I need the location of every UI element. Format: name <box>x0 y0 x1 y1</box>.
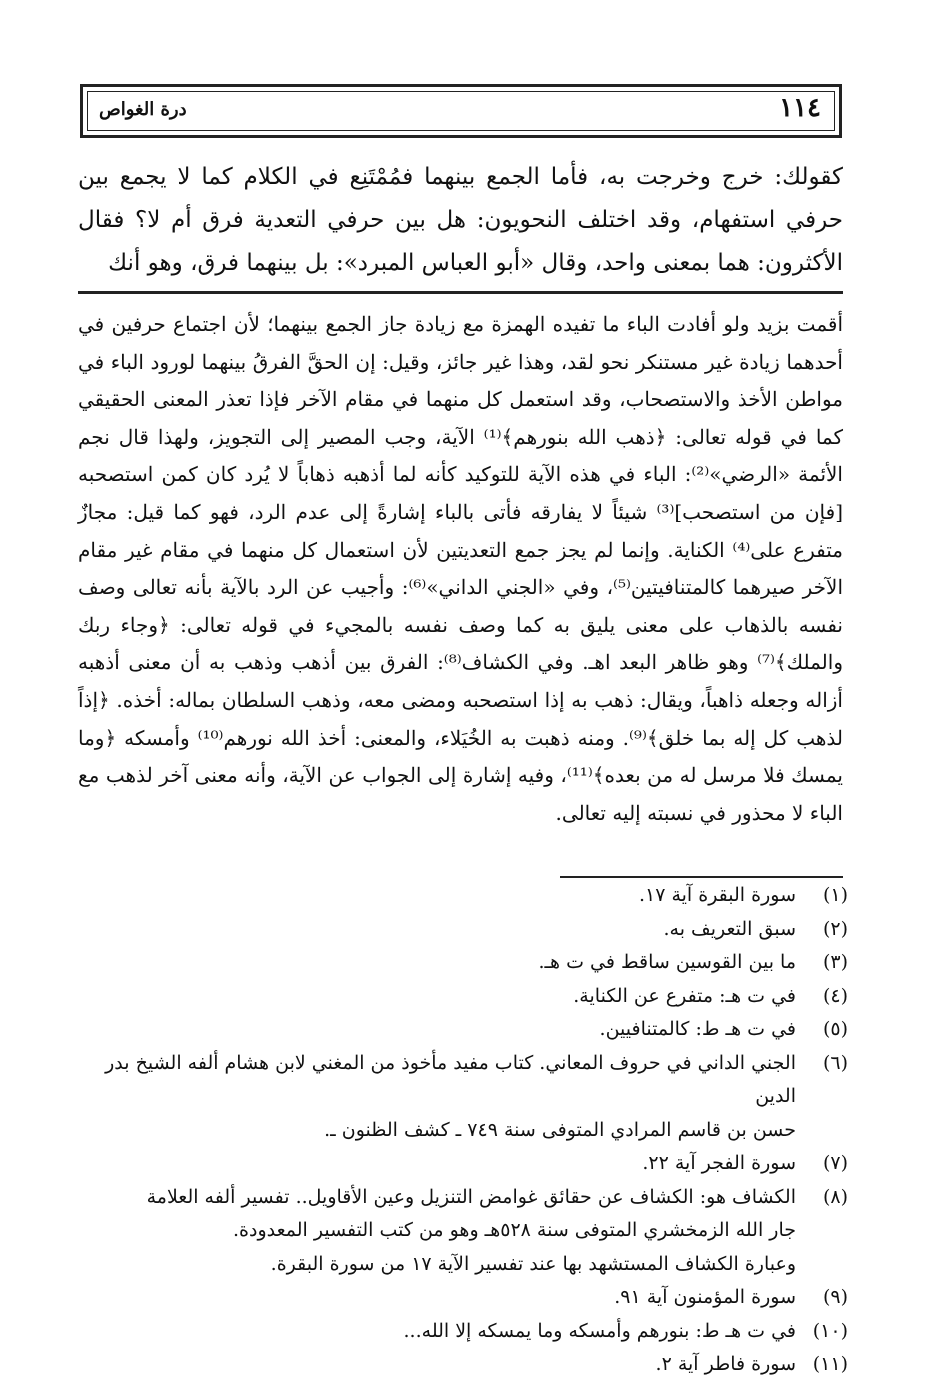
footnote-text <box>78 1047 796 1148</box>
footnote-item <box>78 879 848 913</box>
footnote-item <box>78 1181 848 1282</box>
footnote-number: (٥) <box>822 1018 848 1040</box>
footnote-line: سورة فاطر آية ٢. <box>655 1353 796 1375</box>
footnote-line: سبق التعريف به. <box>663 917 796 940</box>
footnote-number: (١٠) <box>812 1319 848 1342</box>
footnote-line: حسن بن قاسم المرادي المتوفى سنة ٧٤٩ ـ كشف الظنون ـ. <box>324 1118 796 1141</box>
footnote-line: سورة المؤمنون آية ٩١. <box>614 1286 796 1308</box>
header-inner-frame <box>87 91 835 131</box>
commentary-paragraph: أقمت بزيد ولو أفادت الباء ما تفيده الهمزة مع زيادة جاز الجمع بينهما؛ لأن اجتماع حرفين في أحدهما زيادة غير مستنكر نحو لقد، وهذا غير جائز، وقيل: إن الحقَّ الفرقُ بينهما لورود الباء في مواطن الأخذ والاستصحاب، وقد استعمل كل منهما في مقام الآخر فإذا تعذر المعنى الحقيقي كما في قوله تعالى: ﴿ذهب الله بنورهم﴾⁽¹⁾ الآية، وجب المصير إلى التجويز، ولهذا قال نجم الأئمة «الرضي»⁽²⁾: الباء في هذه الآية للتوكيد كأنه لما أذهبه ذهاباً لا يُرد كان كمن استصحبه [فإن من استصحب]⁽³⁾ شيئاً لا يفارقه فأتى بالباء إشارةً إلى عدم الرد، فهو كما قيل: مجازٌ متفرع على⁽⁴⁾ الكناية. وإنما لم يجز جمع التعديتين لأن استعمال كل منهما في مقام غير مقام الآخر صيرهما كالمتنافيتين⁽⁵⁾، وفي «الجني الداني»⁽⁶⁾: وأجيب عن الرد بالآية بأنه تعالى وصف نفسه بالذهاب على معنى يليق به كما وصف نفسه بالمجيء في قوله تعالى: ﴿وجاء ربك والملك﴾⁽⁷⁾ وهو ظاهر البعد اهـ. وفي الكشاف⁽⁸⁾: الفرق بين أذهب وذهب به أن معنى أذهبه أزاله وجعله ذاهباً، ويقال: ذهب به إذا استصحبه ومضى معه، وذهب السلطان بماله: أخذه. ﴿إذاً لذهب كل إله بما خلق﴾⁽⁹⁾. ومنه ذهبت به الخُيَلاء، والمعنى: أخذ الله نورهم⁽¹⁰⁾ وأمسكه ﴿وما يمسك فلا مرسل له من بعده﴾⁽¹¹⁾، وفيه إشارة إلى الجواب عن الآية، وأنه معنى آخر لذهب مع الباء لا محذور في نسبته إليه تعالى. <box>78 312 843 825</box>
footnote-text <box>78 1348 796 1382</box>
footnote-line: في ت هـ: متفرع عن الكناية. <box>573 984 796 1007</box>
footnote-number: (٩) <box>822 1286 848 1308</box>
footnote-item <box>78 1281 848 1315</box>
footnote-line: الجني الداني في حروف المعاني. كتاب مفيد مأخوذ من المغني لابن هشام ألفه الشيخ بدر الدين <box>105 1051 796 1107</box>
text-separator-rule <box>78 291 843 294</box>
footnote-number: (٧) <box>822 1152 848 1174</box>
footnote-text <box>78 1147 796 1181</box>
footnote-line: وعبارة الكشاف المستشهد بها عند تفسير الآية ١٧ من سورة البقرة. <box>270 1252 796 1275</box>
footnote-text <box>78 913 796 947</box>
footnote-item <box>78 1013 848 1047</box>
footnote-number: (٨) <box>822 1185 848 1208</box>
footnote-text <box>78 879 796 913</box>
main-text <box>78 156 843 285</box>
footnote-text <box>78 1013 796 1047</box>
footnote-text <box>78 946 796 980</box>
footnote-number: (٢) <box>822 917 848 940</box>
footnotes <box>78 879 848 1382</box>
footnote-item <box>78 913 848 947</box>
footnote-text <box>78 980 796 1014</box>
footnote-item <box>78 1315 848 1349</box>
footnote-line: سورة الفجر آية ٢٢. <box>642 1152 796 1174</box>
footnote-item <box>78 946 848 980</box>
footnote-text <box>78 1181 796 1282</box>
footnote-line: سورة البقرة آية ١٧. <box>638 884 796 906</box>
footnote-line: في ت هـ ط: بنورهم وأمسكه وما يمسكه إلا الله... <box>403 1319 796 1342</box>
footnote-item <box>78 1348 848 1382</box>
footnote-line: الكشاف هو: الكشاف عن حقائق غوامض التنزيل وعين الأقاويل.. تفسير ألفه العلامة <box>146 1185 796 1208</box>
footnote-number: (١) <box>822 884 848 906</box>
footnote-separator-rule <box>560 876 843 878</box>
footnote-number: (١١) <box>812 1353 848 1375</box>
footnote-text <box>78 1281 796 1315</box>
page-number: ١١٤ <box>779 93 821 123</box>
running-title: درة الغواص <box>99 99 187 120</box>
footnote-text <box>78 1315 796 1349</box>
footnote-number: (٤) <box>822 984 848 1007</box>
footnote-number: (٣) <box>822 951 848 973</box>
page-header <box>80 84 842 138</box>
footnote-line: ما بين القوسين ساقط في ت هـ. <box>538 951 796 973</box>
footnote-number: (٦) <box>822 1051 848 1074</box>
footnote-item <box>78 1147 848 1181</box>
footnote-item <box>78 1047 848 1148</box>
main-paragraph: كقولك: خرج وخرجت به، فأما الجمع بينهما فمُمْتَنِع في الكلام كما لا يجمع بين حرفي استفهام، وقد اختلف النحويون: هل بين حرفي التعدية فرق أم لا؟ فقال الأكثرون: هما بمعنى واحد، وقال «أبو العباس المبرد»: بل بينهما فرق، وهو أنك <box>78 164 843 276</box>
commentary-text <box>78 306 843 832</box>
footnote-line: جار الله الزمخشري المتوفى سنة ٥٢٨هـ وهو من كتب التفسير المعدودة. <box>232 1219 796 1241</box>
footnote-item <box>78 980 848 1014</box>
footnote-line: في ت هـ ط: كالمتنافيين. <box>599 1018 796 1040</box>
